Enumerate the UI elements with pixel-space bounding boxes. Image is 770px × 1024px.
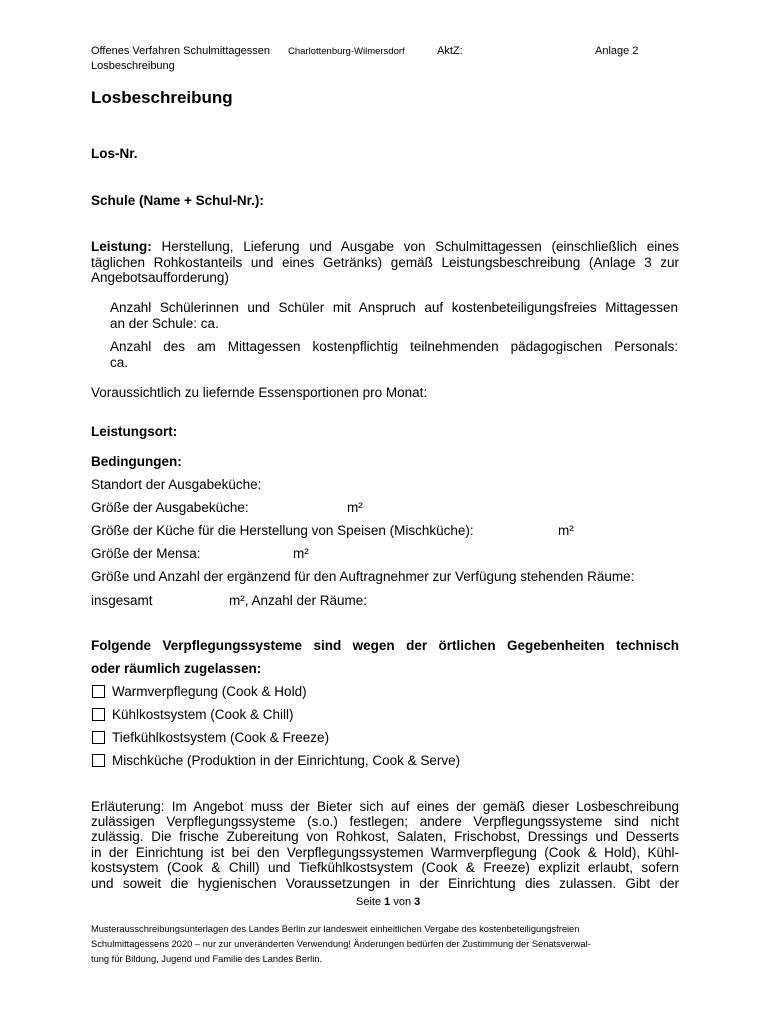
systeme-heading-line-1: Folgende Verpflegungssysteme sind wegen der örtlichen Gegebenheiten technisch — [91, 638, 679, 653]
insgesamt-label: insgesamt — [91, 593, 153, 608]
leistung-line-1: Leistung: Herstellung, Lieferung und Ausgabe von Schulmittagessen (einschließlich eines — [91, 239, 679, 254]
header-title: Offenes Verfahren Schulmittagessen — [91, 45, 270, 57]
systeme-heading-line-2: oder räumlich zugelassen: — [91, 661, 262, 676]
anzahl-schueler-line-1: Anzahl Schülerinnen und Schüler mit Anspruch auf kostenbeteiligungsfreies Mittagessen — [110, 300, 678, 315]
checkbox-warmverpflegung[interactable] — [92, 685, 105, 698]
footer-line-1: Musterausschreibungsunterlagen des Landes Berlin zur landesweit einheitlichen Vergabe des kostenbeteiligungsfreien — [91, 924, 580, 934]
erlaeuterung-line-5: kostsystem (Cook & Chill) und Tiefkühlkostsystem (Cook & Freeze) explizit erlaubt, sofern — [91, 860, 679, 875]
option-kuehlkost: Kühlkostsystem (Cook & Chill) — [112, 707, 294, 722]
mensa-unit: m² — [293, 546, 309, 561]
option-mischkueche: Mischküche (Produktion in der Einrichtung, Cook & Serve) — [112, 753, 461, 768]
anzahl-raeume-label: m², Anzahl der Räume: — [229, 593, 368, 608]
los-nr-label: Los-Nr. — [91, 146, 138, 161]
standort-label: Standort der Ausgabeküche: — [91, 477, 262, 492]
header-subtitle: Losbeschreibung — [91, 60, 175, 72]
erlaeuterung-line-4: in der Einrichtung ist bei den Verpflegungssystemen Warmverpflegung (Cook & Hold), Kühl- — [91, 845, 679, 860]
mischkueche-size-label: Größe der Küche für die Herstellung von Speisen (Mischküche): — [91, 523, 474, 538]
checkbox-tiefkuehlkost[interactable] — [92, 731, 105, 744]
anzahl-personal-line-1: Anzahl des am Mittagessen kostenpflichtig teilnehmenden pädagogischen Personals: — [110, 339, 678, 354]
anzahl-personal-line-2: ca. — [110, 355, 129, 370]
essensportionen-label: Voraussichtlich zu liefernde Essensportionen pro Monat: — [91, 385, 428, 400]
page-title: Losbeschreibung — [91, 88, 233, 107]
erlaeuterung-line-3: zulässig. Die frische Zubereitung von Rohkost, Salaten, Frischobst, Dressings und Desserts — [91, 829, 679, 844]
ausgabekueche-size-label: Größe der Ausgabeküche: — [91, 500, 249, 515]
leistung-line-3: Angebotsaufforderung) — [91, 270, 229, 285]
leistungsort-label: Leistungsort: — [91, 424, 178, 439]
leistung-line-2: täglichen Rohkostanteils und eines Getränks) gemäß Leistungsbeschreibung (Anlage 3 zur — [91, 255, 679, 270]
erlaeuterung-line-2: zulässigen Verpflegungssysteme (s.o.) festlegen; andere Verpflegungssysteme sind nicht — [91, 814, 679, 829]
leistung-label: Leistung: — [91, 239, 152, 254]
school-label: Schule (Name + Schul-Nr.): — [91, 193, 264, 208]
header-aktz: AktZ: — [437, 45, 463, 57]
option-warmverpflegung: Warmverpflegung (Cook & Hold) — [112, 684, 307, 699]
anzahl-schueler-line-2: an der Schule: ca. — [110, 316, 219, 331]
footer-line-3: tung für Bildung, Jugend und Familie des Landes Berlin. — [91, 954, 323, 964]
footer-line-2: Schulmittagessens 2020 – nur zur unveränderten Verwendung! Änderungen bedürfen der Zustimmung der Senatsverwal- — [91, 939, 591, 949]
bedingungen-heading: Bedingungen: — [91, 454, 182, 469]
header-district: Charlottenburg-Wilmersdorf — [288, 46, 405, 57]
raeume-label: Größe und Anzahl der ergänzend für den Auftragnehmer zur Verfügung stehenden Räume: — [91, 569, 635, 584]
mensa-size-label: Größe der Mensa: — [91, 546, 201, 561]
erlaeuterung-line-1: Erläuterung: Im Angebot muss der Bieter sich auf eines der gemäß dieser Losbeschreibung — [91, 799, 679, 814]
erlaeuterung-line-6: und soweit die hygienischen Voraussetzungen in der Einrichtung dies zulassen. Gibt der — [91, 876, 679, 891]
ausgabekueche-unit: m² — [347, 500, 363, 515]
mischkueche-unit: m² — [558, 523, 574, 538]
header-annex: Anlage 2 — [595, 45, 639, 57]
checkbox-kuehlkost[interactable] — [92, 708, 105, 721]
option-tiefkuehlkost: Tiefkühlkostsystem (Cook & Freeze) — [112, 730, 330, 745]
checkbox-mischkueche[interactable] — [92, 754, 105, 767]
page-number: Seite 1 von 3 — [356, 896, 421, 908]
